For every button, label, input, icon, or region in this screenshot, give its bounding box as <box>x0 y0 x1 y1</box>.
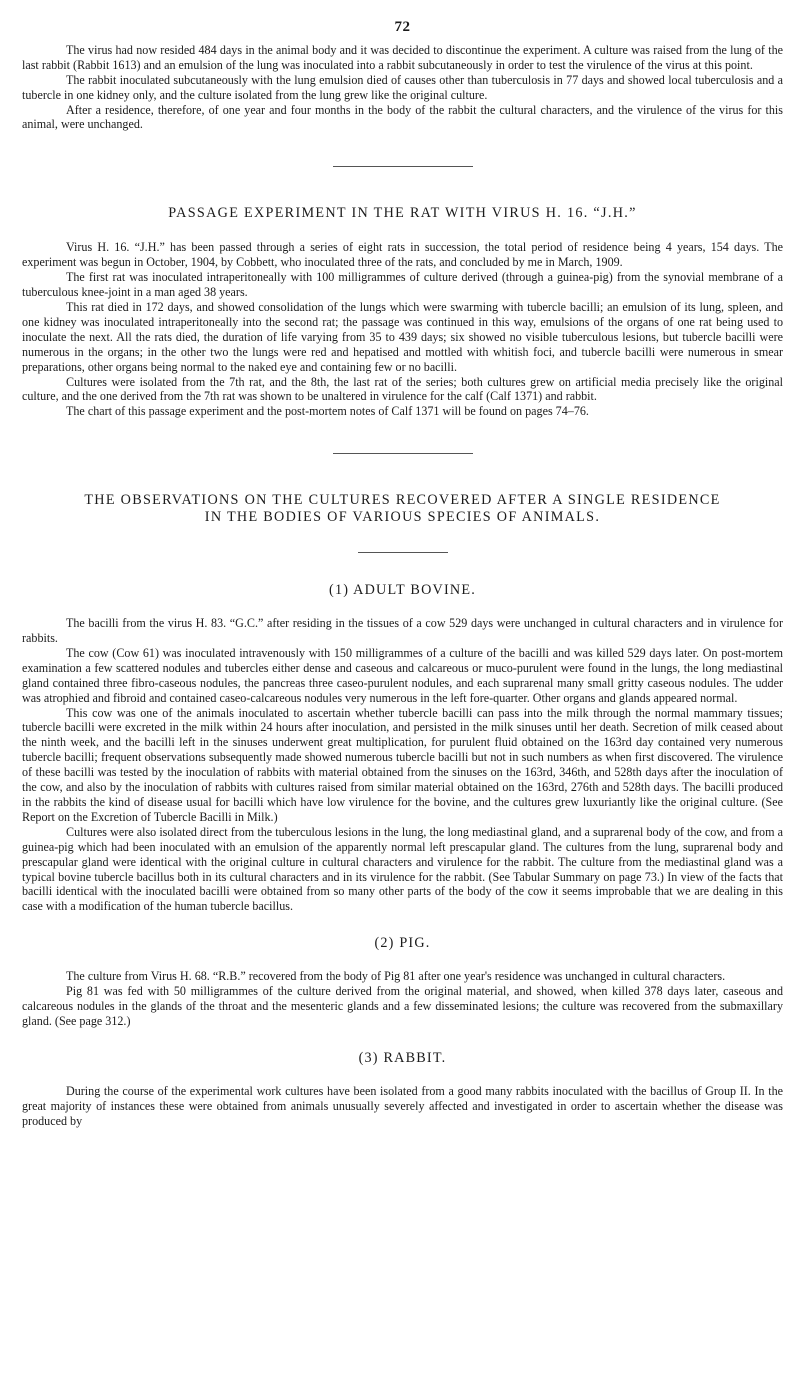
paragraph: Cultures were isolated from the 7th rat, and the 8th, the last rat of the series; both cultures grew on artificial media precisely like the original culture, and the one derived from the 7th rat was shown to be unaltered in virulence for the calf (Calf 1371) and rabbit. <box>22 374 783 404</box>
paragraph: The virus had now resided 484 days in the animal body and it was decided to discontinue the experiment. A culture was raised from the lung of the last rabbit (Rabbit 1613) and an emulsion of the lung was inoculated into a rabbit subcutaneously in order to test the virulence of the virus at this point. <box>22 42 783 72</box>
observations-section <box>22 492 783 1128</box>
section-divider <box>333 453 473 454</box>
paragraph: The bacilli from the virus H. 83. “G.C.” after residing in the tissues of a cow 529 days were unchanged in cultural characters and in virulence for rabbits. <box>22 616 783 646</box>
paragraph: After a residence, therefore, of one year and four months in the body of the rabbit the cultural characters, and the virulence of the virus for this animal, were unchanged. <box>22 102 783 132</box>
paragraph: This cow was one of the animals inoculated to ascertain whether tubercle bacilli can pass into the milk through the normal mammary tissues; tubercle bacilli were excreted in the milk within 24 hours after inoculation, and persisted in the milk sinuses until her death. Secretion of milk ceased about the ninth week, and the bacilli left in the sinuses underwent great multiplication, for purulent fluid obtained on the 163rd day contained very numerous tubercle bacilli; frequent observations subsequently made showed numerous tubercle bacilli but not in such numbers as when first discovered. The virulence of these bacilli was tested by the inoculation of rabbits with material obtained from the sinuses on the 163rd, 346th, and 528th days after the inoculation of the cow, and also by the inoculation of rabbits with cultures raised from similar material obtained on the 163rd, 276th and 528th days. The bacilli produced in the rabbits the kind of disease usual for bacilli which have low virulence for the bovine, and the cultures grew luxuriantly like the original culture. (See Report on the Excretion of Tubercle Bacilli in Milk.) <box>22 705 783 824</box>
subsection-rabbit <box>22 1051 783 1129</box>
intro-block <box>22 43 783 132</box>
subsection-pig <box>22 936 783 1029</box>
subsection-heading: (1) ADULT BOVINE. <box>329 582 476 599</box>
paragraph: Virus H. 16. “J.H.” has been passed through a series of eight rats in succession, the total period of residence being 4 years, 154 days. The experiment was begun in October, 1904, by Cobbett, who inoculated three of the rats, and concluded by me in March, 1909. <box>22 240 783 270</box>
section-divider <box>333 166 473 167</box>
paragraph: During the course of the experimental work cultures have been isolated from a good many rabbits inoculated with the bacillus of Group II. In the great majority of instances these were obtained from animals unusually severely affected and investigated in order to ascertain whether the disease was produced by <box>22 1083 783 1128</box>
paragraph: The chart of this passage experiment and the post-mortem notes of Calf 1371 will be found on pages 74–76. <box>66 404 589 419</box>
section-divider <box>358 552 448 553</box>
passage-experiment-section <box>22 205 783 419</box>
page-number: 72 <box>394 19 411 35</box>
subsection-heading: (3) RABBIT. <box>358 1049 447 1066</box>
section-heading-line-2: IN THE BODIES OF VARIOUS SPECIES OF ANIMALS. <box>204 509 601 526</box>
paragraph: The rabbit inoculated subcutaneously with the lung emulsion died of causes other than tuberculosis in 77 days and showed local tuberculosis and a tubercle in one kidney only, and the culture isolated from the lung grew like the original culture. <box>22 72 783 102</box>
paragraph: This rat died in 172 days, and showed consolidation of the lungs which were swarming with tubercle bacilli; an emulsion of its lung, spleen, and one kidney was inoculated intraperitoneally into the second rat; the passage was continued in this way, emulsions of the organs of one rat being used to inoculate the next. All the rats died, the duration of life varying from 35 to 439 days; six showed no visible tuberculous lesions, but tubercle bacilli were numerous in the organs; in the other two the lungs were red and hepatised and mottled with whitish foci, and tubercle bacilli were numerous in smear preparations, other organs being normal to the naked eye and containing few or no bacilli. <box>22 299 783 374</box>
paragraph: The cow (Cow 61) was inoculated intravenously with 150 milligrammes of a culture of the bacilli and was killed 529 days later. On post-mortem examination a few scattered nodules and tubercles either dense and caseous and calcareous or muco-purulent were found in the lungs, the long mediastinal gland contained three fibro-caseous nodules, the pancreas three caseo-purulent nodules, and each suprarenal many small gritty caseous nodules. The udder was atrophied and fibroid and contained caseo-calcareous nodules very numerous in the left fore-quarter. Other organs and glands appeared normal. <box>22 645 783 705</box>
section-heading: PASSAGE EXPERIMENT IN THE RAT WITH VIRUS H. 16. “J.H.” <box>168 205 637 222</box>
subsection-adult-bovine <box>22 583 783 914</box>
paragraph: Cultures were also isolated direct from the tuberculous lesions in the lung, the long mediastinal gland, and a suprarenal body of the cow, and from a guinea-pig which had been inoculated with an emulsion of the apparently normal left prescapular gland. The cultures from the lung, suprarenal body and prescapular gland were identical with the original culture in cultural characters and virulence for the rabbit. The culture from the mediastinal gland was a typical bovine tubercle bacillus both in its cultural characters and in its virulence for the rabbit. (See Tabular Summary on page 73.) In view of the facts that bacilli identical with the inoculated bacilli were obtained from so many other parts of the body of the cow it seems improbable that we are dealing in this case with a modification of the human tubercle bacillus. <box>22 824 783 914</box>
paragraph: The culture from Virus H. 68. “R.B.” recovered from the body of Pig 81 after one year's residence was unchanged in cultural characters. <box>66 969 726 984</box>
paragraph: Pig 81 was fed with 50 milligrammes of the culture derived from the original material, and showed, when killed 378 days later, caseous and calcareous nodules in the glands of the throat and the mesenteric glands and a few disseminated lesions; the culture was recovered from the submaxillary gland. (See page 312.) <box>22 984 783 1028</box>
section-heading-line-1: THE OBSERVATIONS ON THE CULTURES RECOVERED AFTER A SINGLE RESIDENCE <box>84 492 721 509</box>
paragraph: The first rat was inoculated intraperitoneally with 100 milligrammes of culture derived (through a guinea-pig) from the synovial membrane of a tuberculous knee-joint in a man aged 38 years. <box>22 270 783 300</box>
subsection-heading: (2) PIG. <box>374 935 431 952</box>
